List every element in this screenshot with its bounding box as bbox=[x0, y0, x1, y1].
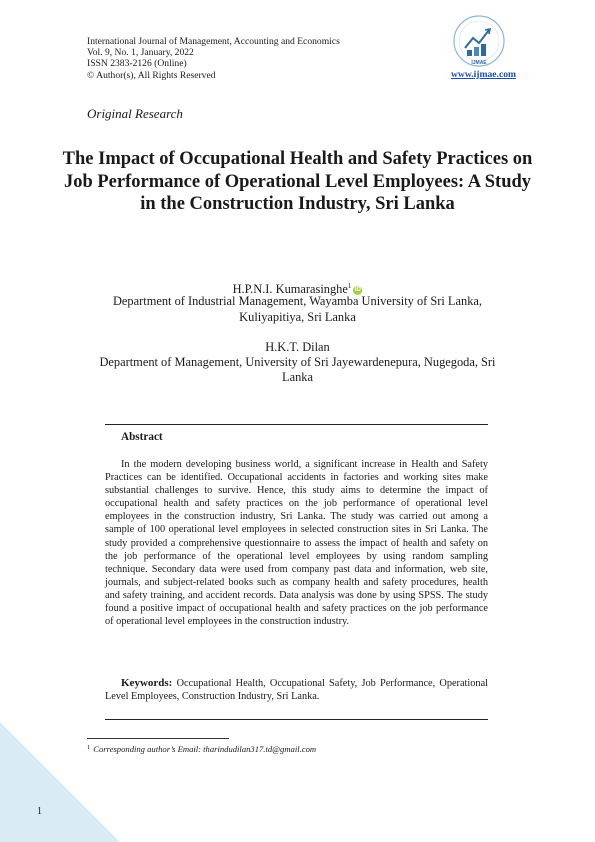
abstract-heading: Abstract bbox=[121, 431, 163, 443]
author-2-affiliation-line1: Department of Management, University of Sri Jayewardenepura, Nugegoda, Sri bbox=[99, 355, 496, 369]
journal-rights: © Author(s), All Rights Reserved bbox=[87, 69, 216, 81]
footnote-text: Corresponding author’s Email: tharindudilan317.td@gmail.com bbox=[93, 744, 317, 754]
author-1-affiliation-line2: Kuliyapitiya, Sri Lanka bbox=[239, 310, 356, 324]
journal-name: International Journal of Management, Accounting and Economics bbox=[87, 36, 340, 47]
author-2-name: H.K.T. Dilan bbox=[265, 340, 330, 354]
author-1-affiliation-line1: Department of Industrial Management, Wayamba University of Sri Lanka, bbox=[112, 294, 482, 308]
article-type: Original Research bbox=[87, 106, 183, 121]
keywords bbox=[105, 677, 488, 703]
footnote-rule bbox=[87, 738, 229, 739]
journal-volume: Vol. 9, No. 1, January, 2022 bbox=[87, 47, 194, 59]
author-1-marker: 1 bbox=[347, 282, 352, 290]
abstract-text: In the modern developing business world, a significant increase in Health and Safety Practices can be identified. Occupational accidents in factories and working sites make substantial challenges to survive. Hence, this study aims to determine the impact of occupational health and safety practices on the job performance of operational level employees in the construction industry, Sri Lanka. The study was carried out among a sample of 100 operational level employees in selected construction sites in Sri Lanka. The study provided a comprehensive questionnaire to assess the impact of health and safety on the job performance of the operational level employees by using random sampling technique. Secondary data were used from company past data and information, web site, journals, and subject-related books such as company health and safety procedures, health and safety training, and accident records. Data analysis was done by using SPSS. The study found a positive impact of occupational health and safety practices on the job performance of operational level employees in the construction industry. bbox=[105, 459, 488, 628]
logo-text: IJMAE bbox=[471, 60, 487, 66]
journal-logo bbox=[449, 14, 509, 70]
page-number: 1 bbox=[37, 806, 42, 817]
journal-issn: ISSN 2383-2126 (Online) bbox=[87, 58, 187, 70]
abstract-bottom-rule bbox=[105, 719, 488, 720]
footnote bbox=[87, 744, 316, 754]
orcid-icon[interactable]: iD bbox=[354, 287, 361, 294]
abstract-top-rule bbox=[105, 424, 488, 425]
keywords-label: Keywords: bbox=[121, 677, 173, 689]
author-2-affiliation-line2: Lanka bbox=[282, 370, 313, 384]
footnote-marker: 1 bbox=[87, 744, 91, 751]
keywords-text: Occupational Health, Occupational Safety, Job Performance, Operational Level Employees, Construction Industry, Sri Lanka. bbox=[105, 678, 489, 703]
journal-website-link[interactable]: www.ijmae.com bbox=[450, 69, 516, 80]
paper-title: The Impact of Occupational Health and Safety Practices on Job Performance of Operational Level Employees: A Study in the Construction Industry, Sri Lanka bbox=[62, 149, 533, 214]
journal-header bbox=[87, 36, 340, 81]
author-1-name: H.P.N.I. Kumarasinghe bbox=[232, 282, 348, 297]
